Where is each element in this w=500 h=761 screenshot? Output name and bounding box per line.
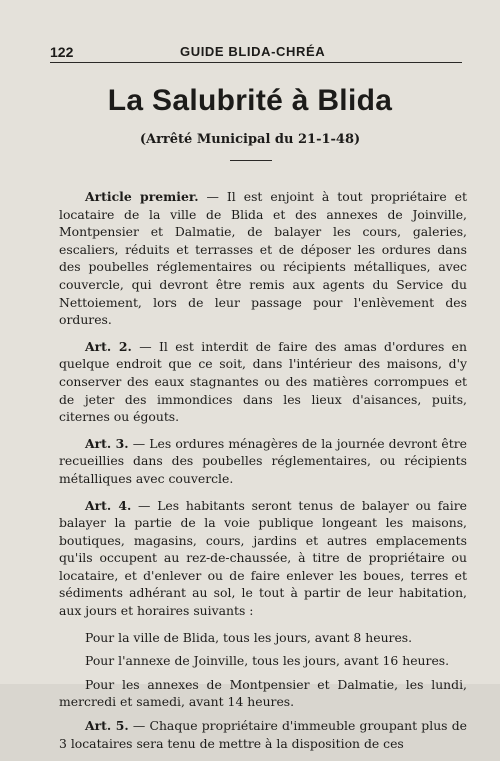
article-text: — Les habitants seront tenus de balayer ou faire balayer la partie de la voie publique longeant les maisons, boutiques, magasins, cours, jardins et autres emplacements qu'ils occupent au rez-de-chaussée, à titre de propriétaire ou locataire, et d'enlever ou de faire enlever les boues, terres et sédiments adhérant au sol, le tout à partir de leur habitation, aux jours et horaires suivants :: [59, 497, 467, 619]
page-header: [50, 40, 462, 63]
page-subtitle: (Arrêté Municipal du 21-1-48): [139, 132, 361, 147]
page-title: La Salubrité à Blida: [107, 84, 393, 117]
article-label: Art. 5.: [85, 718, 129, 734]
article-paragraph: [59, 497, 467, 620]
article-text: — Les ordures ménagères de la journée devront être recueillies dans des poubelles réglementaires, ou récipients métalliques avec couvercle.: [59, 435, 467, 486]
article-label: Article premier.: [85, 189, 199, 204]
article-paragraph: [59, 435, 467, 488]
article-paragraph: [59, 717, 467, 752]
article-text: — Il est interdit de faire des amas d'ordures en quelque endroit que ce soit, dans l'intérieur des maisons, d'y conserver des eaux stagnantes ou des matières corrompues et de jeter des immondices dans les lieux d'aisances, puits, citernes ou égouts.: [59, 338, 467, 425]
article-label: Art. 2.: [85, 338, 132, 354]
document-body: [59, 188, 467, 761]
article-label: Art. 4.: [85, 497, 132, 513]
article-label: Art. 3.: [85, 435, 129, 451]
article-text: — Chaque propriétaire d'immeuble groupant plus de 3 locataires sera tenu de mettre à la disposition de ces: [59, 718, 467, 751]
title-divider: [230, 160, 272, 161]
running-head: GUIDE BLIDA-CHRÉA: [180, 44, 326, 59]
article-paragraph: [59, 338, 467, 426]
schedule-item: Pour la ville de Blida, tous les jours, avant 8 heures.: [85, 629, 413, 645]
article-paragraph: [59, 188, 467, 329]
page-number: 122: [50, 44, 74, 60]
article-text: — Il est enjoint à tout propriétaire et locataire de la ville de Blida et des annexes de Joinville, Montpensier et Dalmatie, de balayer les cours, galeries, escaliers, réduits et terrasses et de déposer les ordures dans des poubelles réglementaires ou récipients métalliques, avec couvercle, qui devront être remis aux agents du Service du Nettoiement, lors de leur passage pour l'enlèvement des ordures.: [59, 189, 467, 328]
schedule-item: Pour les annexes de Montpensier et Dalmatie, les lundi, mercredi et samedi, avant 14 heures.: [59, 676, 467, 710]
schedule-item: Pour l'annexe de Joinville, tous les jours, avant 16 heures.: [85, 653, 450, 669]
